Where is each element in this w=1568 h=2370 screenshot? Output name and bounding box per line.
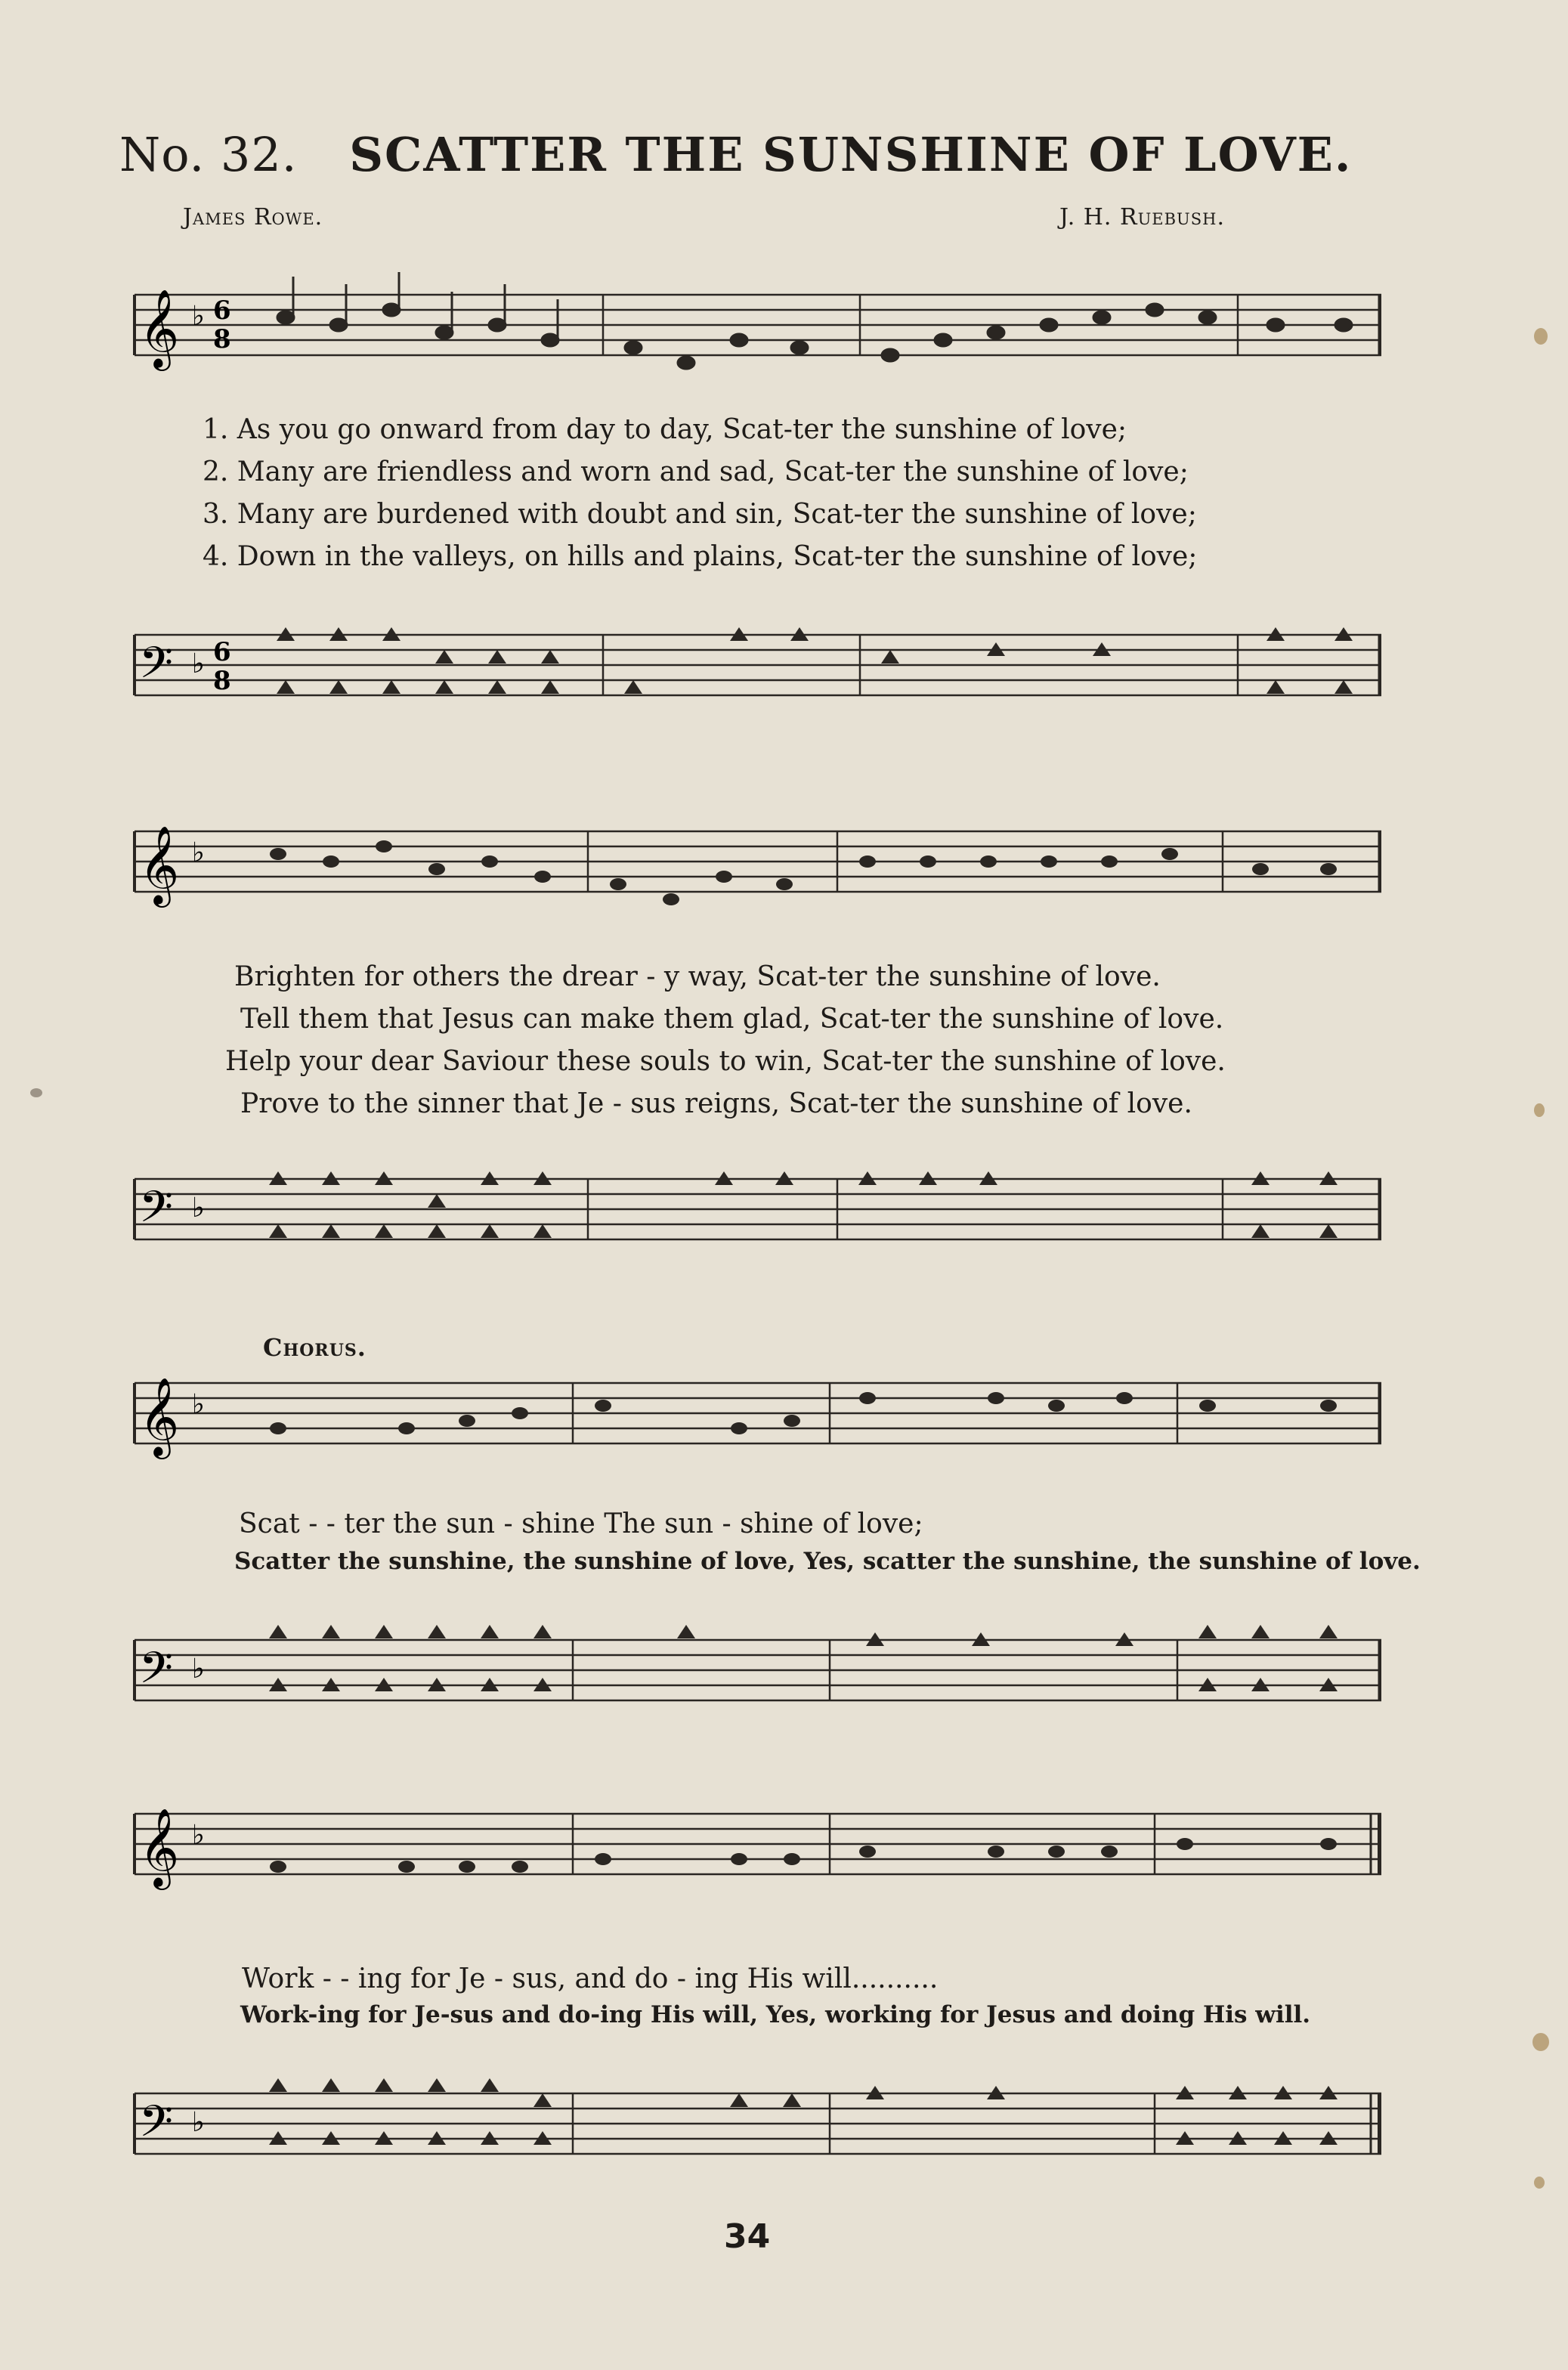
svg-text:♭: ♭ — [192, 1389, 205, 1420]
page-number: 34 — [724, 2217, 771, 2256]
svg-text:𝄢: 𝄢 — [139, 2096, 174, 2158]
paper-stain — [1532, 2033, 1549, 2051]
svg-text:♭: ♭ — [192, 837, 205, 868]
paper-stain — [1534, 1103, 1545, 1117]
treble-staff-chorus-1 — [119, 1360, 1381, 1489]
chorus-echo-line: Work-ing for Je-sus and do-ing His will, Yes, working for Jesus and doing His will. — [240, 2001, 1311, 2028]
composer-credit: J. H. Ruebush. — [1059, 204, 1225, 231]
svg-text:𝄢: 𝄢 — [139, 637, 174, 699]
svg-text:♭: ♭ — [192, 1820, 205, 1851]
svg-text:𝄞: 𝄞 — [139, 289, 180, 368]
chorus-lyric-line: Scat - - ter the sun - shine The sun - shine of love; — [239, 1508, 923, 1539]
paper-stain — [30, 1088, 42, 1097]
bass-staff-chorus-2 — [119, 2056, 1381, 2184]
svg-text:𝄞: 𝄞 — [139, 1377, 180, 1456]
verse-line: Prove to the sinner that Je - sus reigns, Scat-ter the sunshine of love. — [240, 1088, 1192, 1119]
svg-text:6: 6 — [213, 295, 231, 326]
bass-staff-system-2 — [119, 1141, 1381, 1270]
bass-staff-system-1 — [119, 597, 1381, 726]
hymn-title: SCATTER THE SUNSHINE OF LOVE. — [349, 127, 1353, 182]
svg-text:♭: ♭ — [192, 2107, 205, 2138]
bass-staff-chorus-1 — [119, 1602, 1381, 1731]
treble-staff-chorus-2 — [119, 1791, 1381, 1920]
svg-text:♭: ♭ — [192, 1654, 205, 1685]
svg-text:𝄞: 𝄞 — [139, 1808, 180, 1887]
svg-text:𝄢: 𝄢 — [139, 1642, 174, 1704]
svg-text:♭: ♭ — [192, 301, 205, 332]
svg-text:♭: ♭ — [192, 648, 205, 679]
svg-text:𝄢: 𝄢 — [139, 1181, 174, 1243]
svg-text:8: 8 — [213, 324, 231, 354]
treble-staff-system-2 — [119, 809, 1381, 937]
svg-text:6: 6 — [213, 637, 231, 667]
paper-stain — [1534, 2177, 1545, 2189]
lyricist-credit: James Rowe. — [183, 204, 323, 231]
verse-line: 4. Down in the valleys, on hills and plains, Scat-ter the sunshine of love; — [203, 541, 1198, 572]
svg-text:8: 8 — [213, 666, 231, 696]
verse-line: 1. As you go onward from day to day, Scat-ter the sunshine of love; — [203, 414, 1127, 445]
chorus-lyric-line: Work - - ing for Je - sus, and do - ing His will.......... — [242, 1963, 939, 1994]
verse-line: 2. Many are friendless and worn and sad, Scat-ter the sunshine of love; — [203, 456, 1189, 487]
svg-text:𝄞: 𝄞 — [139, 825, 180, 905]
svg-text:♭: ♭ — [192, 1193, 205, 1224]
hymn-title-line — [119, 127, 1353, 182]
chorus-label: Chorus. — [263, 1333, 366, 1362]
treble-staff-system-1 — [119, 272, 1381, 401]
verse-line: Help your dear Saviour these souls to win, Scat-ter the sunshine of love. — [225, 1046, 1226, 1077]
verse-line: Brighten for others the drear - y way, Scat-ter the sunshine of love. — [234, 961, 1161, 992]
paper-stain — [1534, 328, 1548, 345]
verse-line: 3. Many are burdened with doubt and sin, Scat-ter the sunshine of love; — [203, 499, 1197, 530]
hymn-number: No. 32. — [119, 127, 298, 182]
chorus-echo-line: Scatter the sunshine, the sunshine of love, Yes, scatter the sunshine, the sunshine of love. — [234, 1548, 1421, 1575]
verse-line: Tell them that Jesus can make them glad, Scat-ter the sunshine of love. — [240, 1004, 1224, 1035]
